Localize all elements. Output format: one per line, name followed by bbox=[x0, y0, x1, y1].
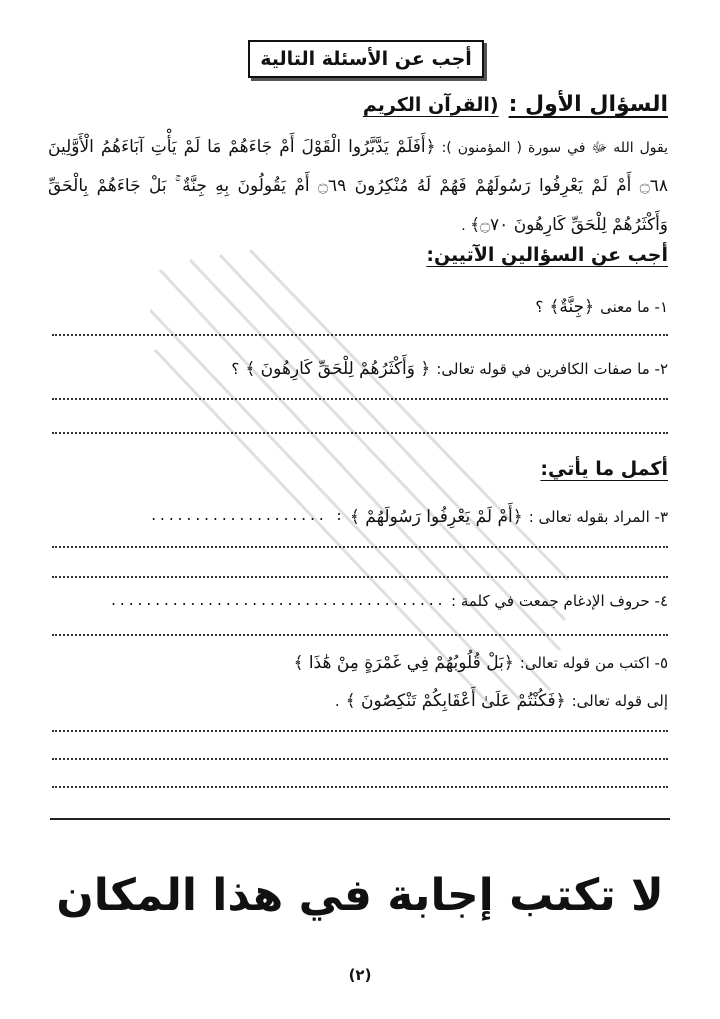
answer-line[interactable] bbox=[52, 730, 668, 732]
answer-line[interactable] bbox=[52, 334, 668, 336]
question-one-label: السؤال الأول : bbox=[508, 92, 668, 117]
item-q1-quran: ﴿جِنَّةٌ﴾ bbox=[549, 297, 595, 317]
question-one-title bbox=[363, 92, 668, 117]
item-q2-end: ؟ bbox=[231, 359, 240, 378]
item-q1-text: ١- ما معنى bbox=[600, 297, 668, 316]
item-q5b-quran: ﴿فَكُنْتُمْ عَلَىٰ أَعْقَابِكُمْ تَنْكِصُونَ ﴾ bbox=[345, 691, 566, 711]
item-q5b-text: إلى قوله تعالى: bbox=[571, 691, 668, 710]
intro-prefix: يقول الله ﷻ في سورة ( المؤمنون ): bbox=[441, 140, 669, 156]
item-q4-text: ٤- حروف الإدغام جمعت في كلمة : bbox=[451, 592, 668, 610]
intro-suffix: . bbox=[461, 218, 466, 234]
answer-line[interactable] bbox=[52, 398, 668, 400]
do-not-write-notice: لا تكتب إجابة في هذا المكان bbox=[56, 870, 664, 921]
item-q5-text: ٥- اكتب من قوله تعالى: bbox=[519, 653, 668, 672]
intro-verse: ﴿أَفَلَمْ يَدَّبَّرُوا الْقَوْلَ أَمْ جَاءَهُمْ مَا لَمْ يَأْتِ آبَاءَهُمُ الْأَوَّلِينَ ۝٦٨ أَمْ لَمْ يَعْرِفُوا رَسُولَهُمْ فَهُمْ لَهُ مُنْكِرُونَ ۝٦٩ أَمْ يَقُولُونَ بِهِ جِنَّةٌ ۚ بَلْ جَاءَهُمْ بِالْحَقِّ وَأَكْثَرُهُمْ لِلْحَقِّ كَارِهُونَ ۝٧٠﴾ bbox=[48, 137, 668, 235]
answer-line[interactable] bbox=[52, 786, 668, 788]
item-q2-quran: ﴿ وَأَكْثَرُهُمْ لِلْحَقِّ كَارِهُونَ ﴾ bbox=[245, 359, 431, 379]
item-q5 bbox=[293, 652, 668, 673]
question-one-subject: (القرآن الكريم bbox=[362, 94, 499, 116]
intro-passage bbox=[48, 128, 668, 245]
answer-line[interactable] bbox=[52, 576, 668, 578]
item-q3 bbox=[150, 506, 668, 527]
item-q1 bbox=[535, 296, 668, 317]
diagonal-watermark bbox=[150, 250, 570, 710]
item-q3-quran: ﴿أَمْ لَمْ يَعْرِفُوا رَسُولَهُمْ ﴾ bbox=[349, 507, 523, 527]
page-number: (٢) bbox=[348, 966, 372, 984]
answer-line[interactable] bbox=[52, 634, 668, 636]
item-q5b-end: . bbox=[334, 691, 340, 710]
answer-line[interactable] bbox=[52, 758, 668, 760]
item-q5b bbox=[335, 690, 668, 711]
item-q1-end: ؟ bbox=[535, 297, 544, 316]
section-complete-heading: أكمل ما يأتي: bbox=[540, 458, 668, 480]
page-title bbox=[248, 40, 484, 78]
item-q5-quran: ﴿بَلْ قُلُوبُهُمْ فِي غَمْرَةٍ مِنْ هَٰذَا ﴾ bbox=[293, 653, 514, 673]
answer-line[interactable] bbox=[52, 546, 668, 548]
item-q4 bbox=[110, 592, 668, 610]
item-q2-text: ٢- ما صفات الكافرين في قوله تعالى: bbox=[436, 359, 668, 378]
item-q4-end: ...................................... bbox=[109, 593, 445, 609]
section-answer-heading: أجب عن السؤالين الآتيين: bbox=[426, 244, 668, 266]
item-q2 bbox=[231, 358, 668, 379]
item-q3-text: ٣- المراد بقوله تعالى : bbox=[528, 507, 668, 526]
answer-line[interactable] bbox=[52, 432, 668, 434]
item-q3-end: : .................... bbox=[149, 509, 344, 524]
section-divider bbox=[50, 818, 670, 820]
page-title-text: أجب عن الأسئلة التالية bbox=[260, 48, 472, 70]
